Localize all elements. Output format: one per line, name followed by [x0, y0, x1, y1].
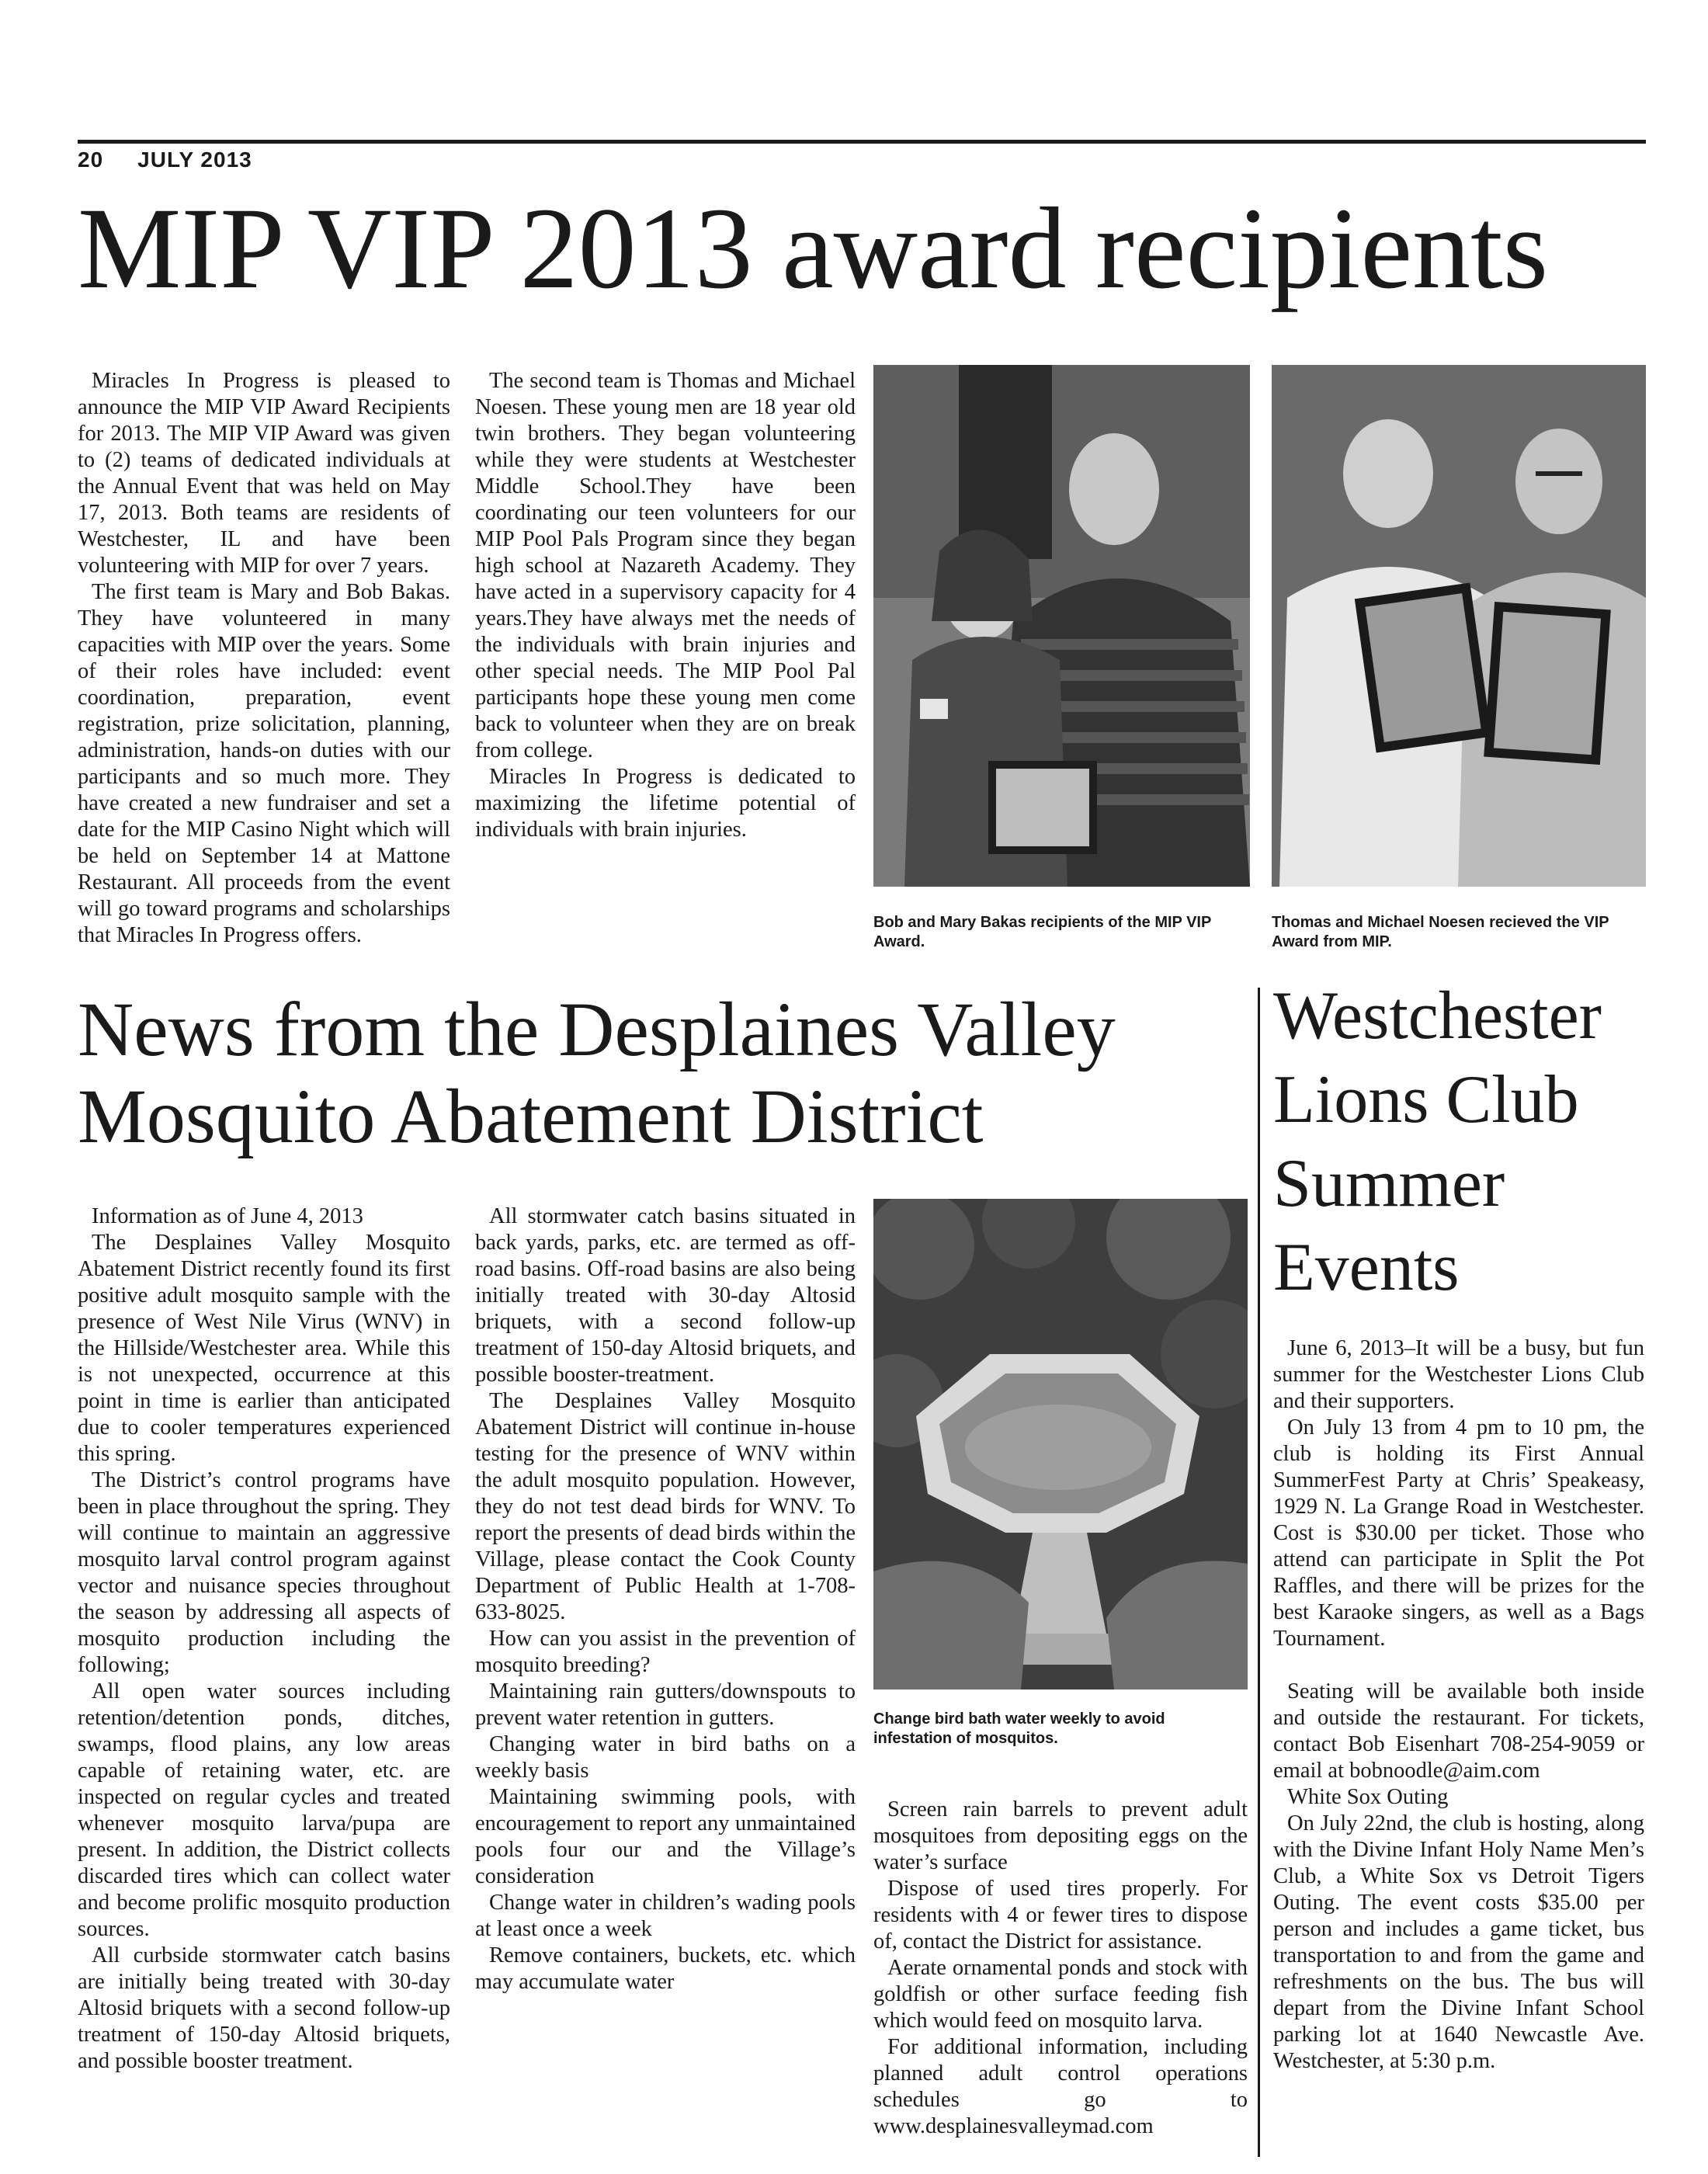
- article2-column-1: [78, 1203, 450, 2075]
- article2-paragraph: The District’s control programs have been in place throughout the spring. They will continue to maintain an aggressive mosquito larval control program against vector and nuisance species throughout the season by addressing all aspects of mosquito production including the following;: [78, 1468, 450, 1677]
- article2-paragraph: The Desplaines Valley Mosquito Abatement District recently found its first positive adult mosquito sample with the presence of West Nile Virus (WNV) in the Hillside/Westchester area. While this is not unexpected, occurrence at this point in time is earlier than anticipated due to cooler temperatures experienced this spring.: [78, 1231, 450, 1466]
- article3-paragraph: Seating will be available both inside and outside the restaurant. For tickets, contact Bob Eisenhart 708-254-9059 or email at bobnoodle@aim.com: [1273, 1679, 1644, 1783]
- article2-paragraph: How can you assist in the prevention of mosquito breeding?: [475, 1627, 856, 1677]
- article1-paragraph: Miracles In Progress is dedicated to maximizing the lifetime potential of individuals with brain injuries.: [475, 765, 856, 842]
- bakas-photo: [873, 365, 1250, 887]
- article2-paragraph: Information as of June 4, 2013: [92, 1204, 363, 1228]
- article3-subhead: White Sox Outing: [1287, 1785, 1449, 1809]
- noesen-photo-caption: Thomas and Michael Noesen recieved the VIP Award from MIP.: [1272, 914, 1609, 950]
- article3-headline: Westchester Lions Club Summer Events: [1273, 978, 1602, 1305]
- article2-paragraph: For additional information, including planned adult control operations schedules go to www.desplainesvalleymad.com: [873, 2035, 1248, 2138]
- article2-column-3: [873, 1797, 1248, 2140]
- article1-column-1: [78, 368, 450, 949]
- bakas-photo-caption: Bob and Mary Bakas recipients of the MIP VIP Award.: [873, 914, 1211, 950]
- article2-paragraph: Maintaining swimming pools, with encouragement to report any unmaintained pools four our and the Village’s consideration: [475, 1785, 856, 1888]
- article3-paragraph: June 6, 2013–It will be a busy, but fun summer for the Westchester Lions Club and their supporters.: [1273, 1336, 1644, 1413]
- article2-paragraph: The Desplaines Valley Mosquito Abatement District will continue in-house testing for the presence of WNV within the adult mosquito population. However, they do not test dead birds for WNV. To report the presents of dead birds within the Village, please contact the Cook County Department of Public Health at 1-708-633-8025.: [475, 1389, 856, 1624]
- issue-date: JULY 2013: [137, 148, 252, 172]
- article2-paragraph: Aerate ornamental ponds and stock with goldfish or other surface feeding fish which would feed on mosquito larva.: [873, 1956, 1248, 2033]
- noesen-photo: [1272, 365, 1646, 887]
- article2-paragraph: All curbside stormwater catch basins are initially being treated with 30-day Altosid briquets with a second follow-up treatment of 150-day Altosid briquets, and possible booster treatment.: [78, 1943, 450, 2073]
- bird-bath-photo-caption: Change bird bath water weekly to avoid infestation of mosquitos.: [873, 1710, 1165, 1747]
- article2-column-2: [475, 1203, 856, 1995]
- article3-column: [1273, 1335, 1644, 2075]
- page-number: 20: [78, 148, 104, 172]
- article2-paragraph: All stormwater catch basins situated in back yards, parks, etc. are termed as off-road basins. Off-road basins are also being initially treated with 30-day Altosid briquets, with a second follow-up treatment of 150-day Altosid briquets, and possible booster-treatment.: [475, 1204, 856, 1387]
- article3-paragraph: On July 13 from 4 pm to 10 pm, the club is holding its First Annual SummerFest Party at Chris’ Speakeasy, 1929 N. La Grange Road in Westchester. Cost is $30.00 per ticket. Those who attend can participate in Split the Pot Raffles, and there will be prizes for the best Karaoke singers, as well as a Bags Tournament.: [1273, 1415, 1644, 1651]
- column-divider: [1258, 988, 1260, 2157]
- top-rule: [78, 140, 1646, 144]
- article1-paragraph: The second team is Thomas and Michael Noesen. These young men are 18 year old twin brothers. They began volunteering while they were students at Westchester Middle School.They have been coordinating our teen volunteers for our MIP Pool Pals Program since they began high school at Nazareth Academy. They have acted in a supervisory capacity for 4 years.They have always met the needs of the individuals with brain injuries and other special needs. The MIP Pool Pal participants hope these young men come back to volunteer when they are on break from college.: [475, 369, 856, 762]
- article2-paragraph: All open water sources including retention/detention ponds, ditches, swamps, flood plains, any low areas capable of retaining water, etc. are inspected on regular cycles and treated whenever mosquito larva/pupa are present. In addition, the District collects discarded tires which can collect water and become prolific mosquito production sources.: [78, 1679, 450, 1941]
- folio: [78, 148, 252, 172]
- article2-paragraph: Change water in children’s wading pools at least once a week: [475, 1891, 856, 1941]
- article1-paragraph: The first team is Mary and Bob Bakas. They have volunteered in many capacities with MIP over the years. Some of their roles have included: event coordination, preparation, event registration, prize solicitation, planning, administration, hands-on duties with our participants and so much more. They have created a new fundraiser and set a date for the MIP Casino Night which will be held on September 14 at Mattone Restaurant. All proceeds from the event will go toward programs and scholarships that Miracles In Progress offers.: [78, 580, 450, 947]
- article2-paragraph: Dispose of used tires properly. For residents with 4 or fewer tires to dispose of, contact the District for assistance.: [873, 1877, 1248, 1953]
- article2-paragraph: Maintaining rain gutters/downspouts to prevent water retention in gutters.: [475, 1679, 856, 1730]
- article2-paragraph: Screen rain barrels to prevent adult mosquitoes from depositing eggs on the water’s surface: [873, 1797, 1248, 1874]
- article3-paragraph: On July 22nd, the club is hosting, along with the Divine Infant Holy Name Men’s Club, a White Sox vs Detroit Tigers Outing. The event costs $35.00 per person and includes a game ticket, bus transportation to and from the game and refreshments on the bus. The bus will depart from the Divine Infant School parking lot at 1640 Newcastle Ave. Westchester, at 5:30 p.m.: [1273, 1811, 1644, 2073]
- article2-headline: News from the Desplaines Valley Mosquito Abatement District: [78, 986, 1116, 1159]
- bird-bath-photo: [873, 1199, 1248, 1690]
- article2-paragraph: Changing water in bird baths on a weekly basis: [475, 1732, 856, 1783]
- article1-headline: MIP VIP 2013 award recipients: [78, 184, 1549, 313]
- article1-column-2: [475, 368, 856, 843]
- article1-paragraph: Miracles In Progress is pleased to announce the MIP VIP Award Recipients for 2013. The MIP VIP Award was given to (2) teams of dedicated individuals at the Annual Event that was held on May 17, 2013. Both teams are residents of Westchester, IL and have been volunteering with MIP for over 7 years.: [78, 369, 450, 578]
- article2-paragraph: Remove containers, buckets, etc. which may accumulate water: [475, 1943, 856, 1994]
